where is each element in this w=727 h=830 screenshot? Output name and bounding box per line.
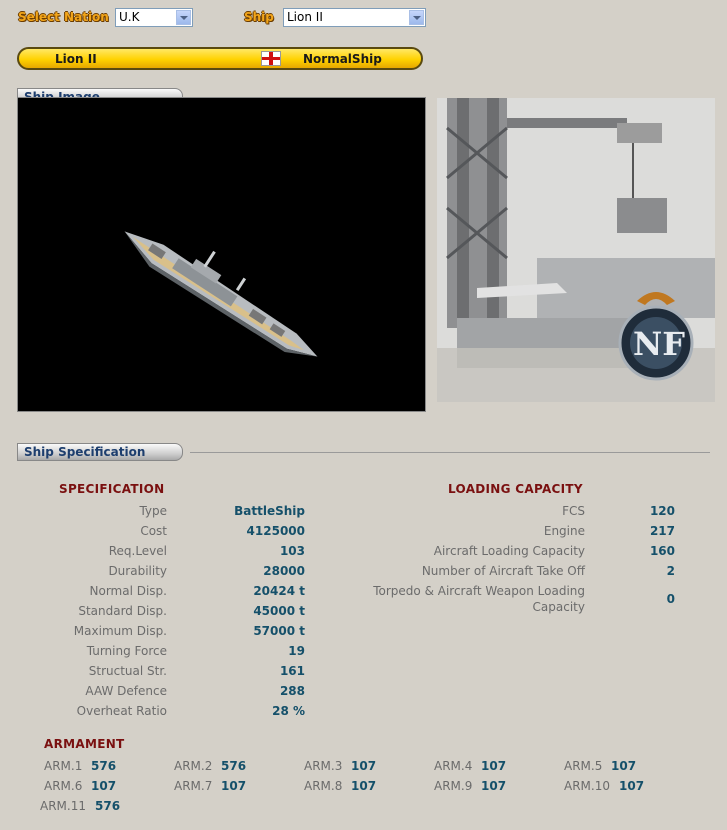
armament-label: ARM.6	[44, 779, 83, 793]
armament-label: ARM.9	[434, 779, 473, 793]
spec-value: 45000 t	[253, 604, 305, 618]
armament-value: 107	[351, 759, 377, 773]
ship-name: Lion II	[55, 52, 97, 66]
spec-label: Structual Str.	[88, 664, 167, 678]
armament-label: ARM.4	[434, 759, 473, 773]
loading-label: Aircraft Loading Capacity	[433, 544, 585, 558]
spec-value: 28000	[263, 564, 305, 578]
armament-label: ARM.2	[174, 759, 213, 773]
armament-value: 576	[91, 759, 117, 773]
spec-heading: SPECIFICATION	[59, 482, 165, 496]
armament-label: ARM.5	[564, 759, 603, 773]
spec-label: Maximum Disp.	[73, 624, 167, 638]
spec-value: 19	[288, 644, 305, 658]
spec-label: Durability	[108, 564, 167, 578]
ship-select[interactable]	[283, 8, 426, 27]
ship-image	[17, 97, 426, 412]
armament-label: ARM.3	[304, 759, 343, 773]
spec-value: BattleShip	[234, 504, 305, 518]
spec-label: Standard Disp.	[78, 604, 167, 618]
loading-label: FCS	[562, 504, 585, 518]
spec-label: Overheat Ratio	[76, 704, 167, 718]
nation-select-value: U.K	[119, 10, 140, 24]
nation-label: Select Nation	[18, 10, 109, 24]
spec-label: Req.Level	[108, 544, 167, 558]
armament-value: 107	[351, 779, 377, 793]
nf-logo	[607, 283, 705, 391]
armament-value: 107	[611, 759, 637, 773]
ship-select-value: Lion II	[287, 10, 323, 24]
spec-label: Normal Disp.	[89, 584, 167, 598]
spec-label: Turning Force	[86, 644, 167, 658]
armament-label: ARM.11	[40, 799, 86, 813]
loading-value: 2	[666, 564, 675, 578]
spec-value: 103	[279, 544, 305, 558]
spec-value: 288	[279, 684, 305, 698]
spec-value: 4125000	[246, 524, 305, 538]
spec-value: 161	[279, 664, 305, 678]
armament-value: 107	[481, 779, 507, 793]
loading-heading: LOADING CAPACITY	[448, 482, 583, 496]
loading-value: 0	[666, 592, 675, 606]
nf-logo-text: NF	[633, 325, 685, 363]
spec-value: 28 %	[272, 704, 305, 718]
armament-value: 576	[95, 799, 121, 813]
armament-label: ARM.7	[174, 779, 213, 793]
ship-name-bar	[17, 47, 423, 70]
section-divider	[190, 452, 710, 453]
dock-artwork	[437, 98, 715, 402]
loading-label: Capacity	[532, 600, 585, 614]
spec-label: AAW Defence	[85, 684, 167, 698]
battleship-icon	[18, 98, 425, 411]
ship-class: NormalShip	[303, 52, 382, 66]
spec-label: Cost	[140, 524, 167, 538]
armament-label: ARM.10	[564, 779, 610, 793]
chevron-down-icon[interactable]	[176, 10, 191, 25]
armament-value: 576	[221, 759, 247, 773]
loading-value: 217	[649, 524, 675, 538]
chevron-down-icon[interactable]	[409, 10, 424, 25]
nation-select[interactable]	[115, 8, 193, 27]
armament-value: 107	[221, 779, 247, 793]
ship-spec-tab: Ship Specification	[17, 443, 183, 461]
uk-flag-icon	[261, 51, 281, 66]
loading-value: 160	[649, 544, 675, 558]
loading-label: Torpedo & Aircraft Weapon Loading	[373, 584, 585, 598]
armament-value: 107	[619, 779, 645, 793]
armament-value: 107	[91, 779, 117, 793]
armament-label: ARM.8	[304, 779, 343, 793]
spec-value: 20424 t	[253, 584, 305, 598]
spec-label: Type	[139, 504, 167, 518]
loading-label: Number of Aircraft Take Off	[421, 564, 585, 578]
ship-label: Ship	[244, 10, 274, 24]
armament-heading: ARMAMENT	[44, 737, 125, 751]
armament-value: 107	[481, 759, 507, 773]
spec-value: 57000 t	[253, 624, 305, 638]
armament-label: ARM.1	[44, 759, 83, 773]
loading-label: Engine	[543, 524, 585, 538]
loading-value: 120	[649, 504, 675, 518]
